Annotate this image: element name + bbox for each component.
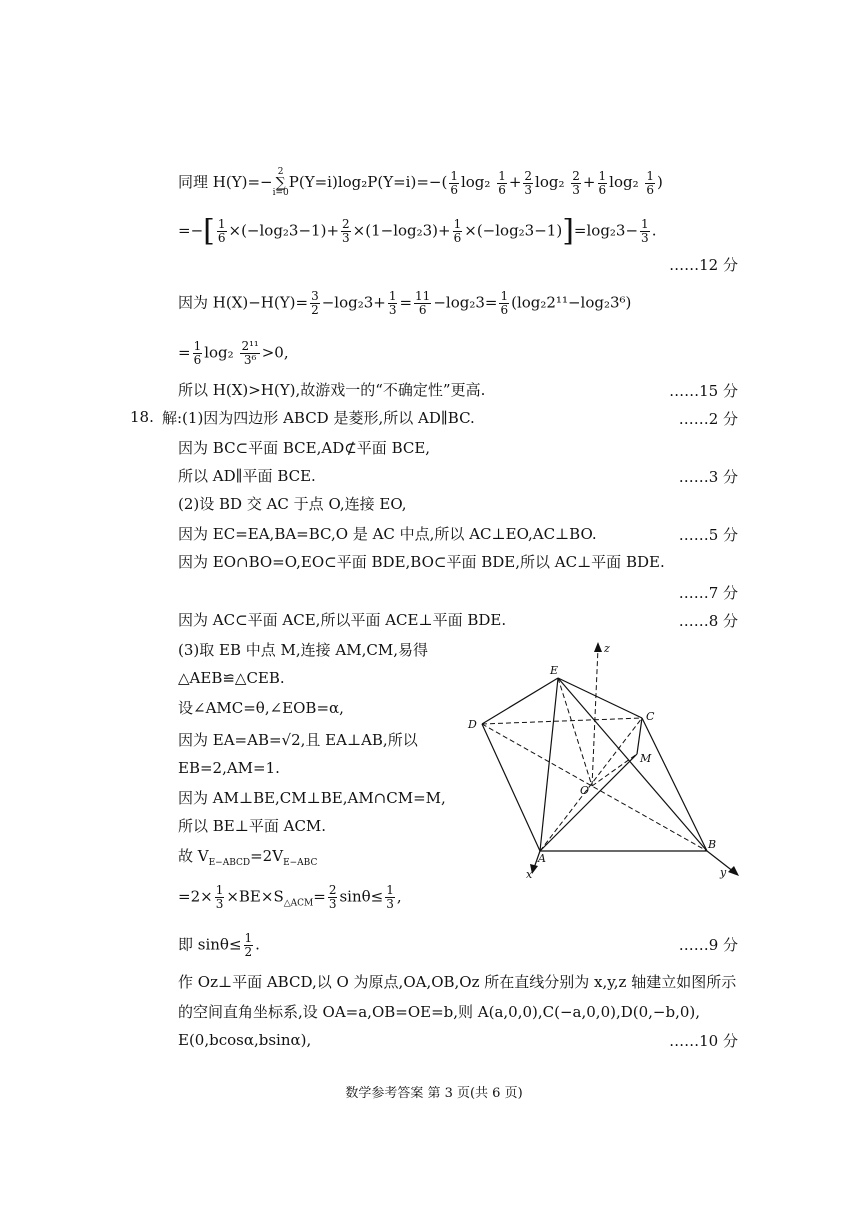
text: −log₂3+ <box>321 293 386 312</box>
text: ×(−log₂3−1) <box>464 221 563 240</box>
z-axis <box>592 648 598 786</box>
score-5: ……5 分 <box>678 526 738 544</box>
label-d: D <box>468 718 477 731</box>
label-b: B <box>708 838 717 851</box>
text: >0, <box>261 343 289 362</box>
summation <box>273 168 289 198</box>
edge-cb <box>642 718 707 851</box>
score-2: ……2 分 <box>678 410 738 428</box>
fraction: $\frac{11}{6}$ <box>415 289 431 317</box>
edge-ea <box>540 678 558 851</box>
page-footer: 数学参考答案 第 3 页(共 6 页) <box>345 1086 523 1101</box>
q18-line-3: 所以 AD∥平面 BCE. <box>178 467 316 485</box>
fraction: $\frac{1}{6}$ <box>498 168 506 197</box>
sum-lower: i=0 <box>272 188 289 198</box>
score-10: ……10 分 <box>669 1032 738 1050</box>
score-15: ……15 分 <box>669 382 738 400</box>
fraction: $\frac{2}{3}$ <box>572 168 580 197</box>
text: 因为 H(X)−H(Y)= <box>178 293 309 312</box>
edge-am <box>540 754 637 851</box>
sin-line <box>178 932 260 959</box>
score-9: ……9 分 <box>678 936 738 954</box>
right-bracket: ] <box>562 213 574 249</box>
label-o: O <box>580 784 590 797</box>
fraction: $\frac{1}{6}$ <box>193 339 202 367</box>
sum-symbol: ∑ <box>275 175 286 191</box>
fraction: $\frac{1}{6}$ <box>217 217 226 245</box>
text: = <box>178 343 191 362</box>
sum-upper: 2 <box>277 167 284 177</box>
text: −log₂3= <box>433 293 498 312</box>
fraction: $\frac{1}{2}$ <box>244 931 253 959</box>
subscript: E−ABC <box>283 858 318 868</box>
score-7: ……7 分 <box>678 584 738 602</box>
q18-line-12: EB=2,AM=1. <box>178 759 280 777</box>
text: sinθ≤ <box>339 887 384 906</box>
edge-dc <box>482 718 642 724</box>
text: ) <box>657 173 663 191</box>
fraction: $\frac{3}{2}$ <box>311 289 319 317</box>
entropy-line-1 <box>178 168 663 198</box>
q18-line-1: 解:(1)因为四边形 ABCD 是菱形,所以 AD∥BC. <box>162 409 475 427</box>
edge-eo <box>558 678 592 786</box>
edge-om <box>592 754 637 786</box>
fraction: $\frac{2}{3}$ <box>342 217 350 245</box>
entropy-diff-line <box>178 290 631 317</box>
subscript: △ACM <box>283 898 314 909</box>
entropy-line-2 <box>178 213 657 249</box>
q18-line-4: (2)设 BD 交 AC 于点 O,连接 EO, <box>178 495 407 513</box>
y-arrowhead <box>728 866 739 876</box>
text: P(Y=i)log₂P(Y=i)=−( <box>288 173 448 191</box>
edge-da <box>482 724 540 851</box>
fraction: $\frac{\text{2¹¹}}{\text{3⁶}}$ <box>241 339 259 367</box>
question-number: 18. <box>130 408 154 426</box>
fraction: $\frac{1}{3}$ <box>215 883 224 911</box>
volume-calc-line <box>178 884 402 914</box>
q18-line-7: 因为 AC⊂平面 ACE,所以平面 ACE⊥平面 BDE. <box>178 611 507 629</box>
text: = <box>399 293 413 312</box>
text: ×BE×S <box>226 887 284 906</box>
text: , <box>396 887 402 906</box>
text: = <box>313 887 326 906</box>
entropy-result-line <box>178 340 289 367</box>
q18-line-5: 因为 EC=EA,BA=BC,O 是 AC 中点,所以 AC⊥EO,AC⊥BO. <box>178 525 597 543</box>
label-x: x <box>526 868 533 881</box>
score-12: ……12 分 <box>669 256 738 274</box>
text: . <box>651 221 657 240</box>
q18-line-13: 因为 AM⊥BE,CM⊥BE,AM∩CM=M, <box>178 789 446 807</box>
label-a: A <box>538 852 546 865</box>
text: =2V <box>250 847 284 865</box>
edge-ac <box>540 718 642 851</box>
score-3: ……3 分 <box>678 468 738 486</box>
edge-ed <box>482 678 558 724</box>
fraction: $\frac{1}{6}$ <box>598 168 607 197</box>
text: log₂ <box>609 173 639 191</box>
text: log₂ <box>535 173 565 191</box>
score-8: ……8 分 <box>678 612 738 630</box>
label-z: z <box>604 642 610 655</box>
z-arrowhead <box>594 642 602 652</box>
q18-line-20: E(0,bcosα,bsinα), <box>178 1031 312 1049</box>
text: . <box>255 935 260 954</box>
q18-line-9: △AEB≌△CEB. <box>178 669 285 687</box>
edge-db <box>482 724 707 851</box>
subscript: E−ABCD <box>208 858 251 868</box>
text: 同理 H(Y)=− <box>178 173 273 191</box>
text: + <box>508 173 522 191</box>
text: =− <box>178 221 204 240</box>
text: ×(1−log₂3)+ <box>352 221 451 240</box>
conclusion-line: 所以 H(X)>H(Y),故游戏一的“不确定性”更高. <box>178 381 486 399</box>
q18-line-8: (3)取 EB 中点 M,连接 AM,CM,易得 <box>178 641 428 659</box>
q18-line-10: 设∠AMC=θ,∠EOB=α, <box>178 699 344 717</box>
fraction: $\frac{1}{3}$ <box>386 883 394 911</box>
label-c: C <box>646 710 655 723</box>
edge-ec <box>558 678 642 718</box>
text: log₂ <box>460 173 491 191</box>
fraction: $\frac{2}{3}$ <box>328 883 337 911</box>
text: 故 V <box>178 847 209 865</box>
q18-line-6: 因为 EO∩BO=O,EO⊂平面 BDE,BO⊂平面 BDE,所以 AC⊥平面 BDE. <box>178 553 665 571</box>
q18-line-14: 所以 BE⊥平面 ACM. <box>178 817 327 835</box>
fraction: $\frac{2}{3}$ <box>524 168 533 197</box>
volume-line <box>178 846 317 873</box>
label-e: E <box>550 664 559 677</box>
fraction: $\frac{1}{6}$ <box>450 168 458 197</box>
q18-line-18: 作 Oz⊥平面 ABCD,以 O 为原点,OA,OB,Oz 所在直线分别为 x,y,z 轴建立如图所示 <box>178 973 737 991</box>
left-bracket: [ <box>203 213 215 249</box>
fraction: $\frac{1}{3}$ <box>388 289 397 317</box>
text: ×(−log₂3−1)+ <box>228 221 340 240</box>
text: =2× <box>178 887 213 906</box>
q18-line-19: 的空间直角坐标系,设 OA=a,OB=OE=b,则 A(a,0,0),C(−a,0,0),D(0,−b,0), <box>178 1003 701 1021</box>
fraction: $\frac{1}{6}$ <box>500 289 509 317</box>
text: + <box>582 173 596 191</box>
edge-eb <box>558 678 707 851</box>
text: 即 sinθ≤ <box>178 935 242 954</box>
geometry-figure <box>462 636 742 886</box>
q18-line-2: 因为 BC⊂平面 BCE,AD⊄平面 BCE, <box>178 439 431 457</box>
q18-line-11: 因为 EA=AB=√2,且 EA⊥AB,所以 <box>178 731 418 749</box>
label-y: y <box>720 866 727 879</box>
text: log₂ <box>204 343 234 362</box>
fraction: $\frac{1}{3}$ <box>641 217 649 245</box>
fraction: $\frac{1}{6}$ <box>646 168 655 197</box>
text: =log₂3− <box>573 221 639 240</box>
fraction: $\frac{1}{6}$ <box>453 217 462 245</box>
text: (log₂2¹¹−log₂3⁶) <box>511 293 632 312</box>
label-m: M <box>640 752 652 765</box>
